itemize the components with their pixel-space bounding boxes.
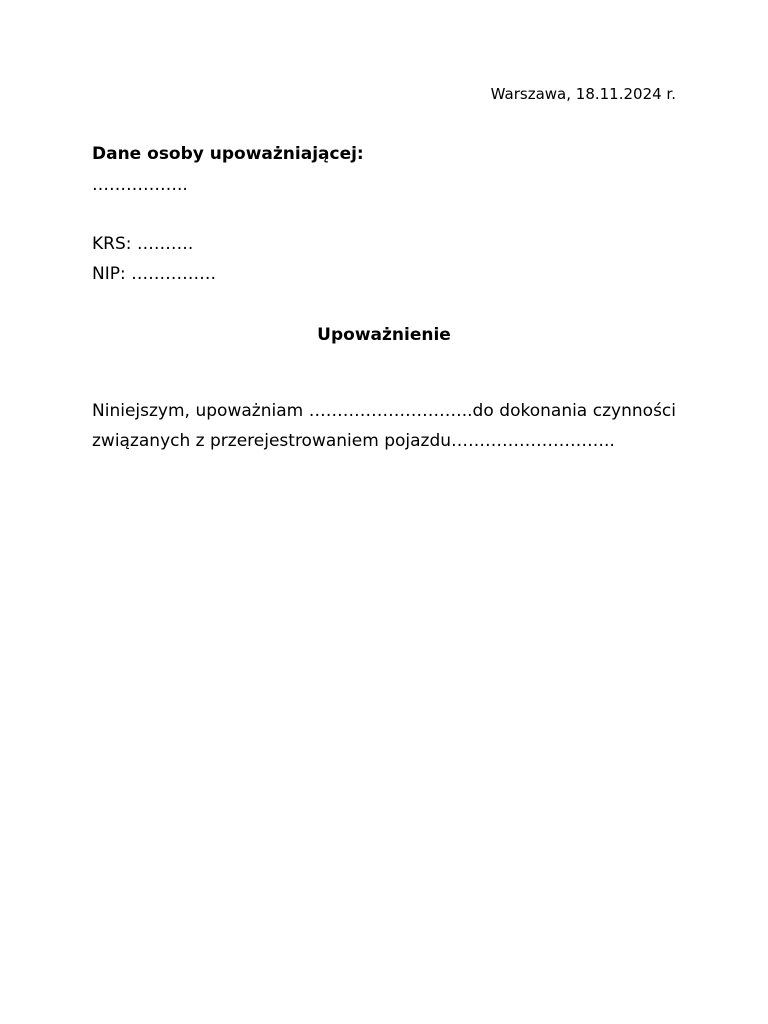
authorization-body-text: Niniejszym, upoważniam ………………………..do dokonania czynności związanych z przerejestrowaniem pojazdu……………………….. xyxy=(92,401,676,451)
place-date: Warszawa, 18.11.2024 r. xyxy=(490,85,676,103)
sender-heading: Dane osoby upoważniającej: xyxy=(92,144,364,164)
nip-line: NIP: …………… xyxy=(92,264,217,284)
sender-name-placeholder: …………….. xyxy=(92,175,188,195)
document-title: Upoważnienie xyxy=(317,325,451,345)
krs-line: KRS: ………. xyxy=(92,234,194,254)
